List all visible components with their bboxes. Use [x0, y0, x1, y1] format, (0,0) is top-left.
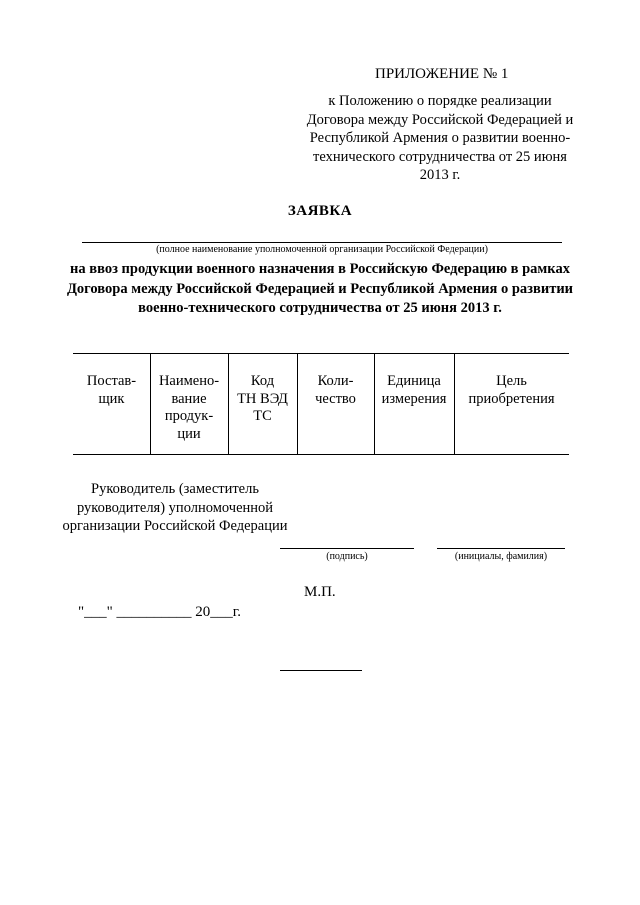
application-subject: на ввоз продукции военного назначения в Российскую Федерацию в рамках Договора между Российской Федерацией и Республикой Армения о развитии военно-технического сотрудничества от 25 июня 2013 г. — [66, 261, 574, 316]
table-header-unit: Единица измерения — [381, 373, 447, 407]
document-title: ЗАЯВКА — [287, 203, 353, 219]
table-header-purpose: Цель приобретения — [468, 373, 555, 407]
table-top-border — [73, 353, 569, 354]
head-of-organization: Руководитель (заместитель руководителя) уполномоченной организации Российской Федерации — [62, 481, 288, 534]
document-end-line — [280, 670, 362, 671]
appendix-title: ПРИЛОЖЕНИЕ № 1 — [375, 66, 509, 82]
table-header-supplier: Постав- щик — [86, 373, 137, 407]
organization-name-line — [82, 242, 562, 243]
signature-line — [280, 548, 414, 549]
name-caption: (инициалы, фамилия) — [454, 551, 548, 562]
appendix-reference: к Положению о порядке реализации Договора между Российской Федерацией и Республикой Армения о развитии военно-технического сотрудничества от 25 июня 2013 г. — [306, 93, 574, 183]
date-field: "___" __________ 20___г. — [78, 604, 241, 620]
stamp-place: М.П. — [304, 584, 336, 600]
organization-name-caption: (полное наименование уполномоченной организации Российской Федерации) — [156, 244, 488, 255]
table-header-customs-code: Код ТН ВЭД ТС — [237, 373, 288, 424]
table-header-product-name: Наимено- вание продук- ции — [158, 373, 220, 442]
signature-caption: (подпись) — [326, 551, 368, 562]
name-line — [437, 548, 565, 549]
table-header-quantity: Коли- чество — [315, 373, 356, 407]
table-bottom-border — [73, 454, 569, 455]
